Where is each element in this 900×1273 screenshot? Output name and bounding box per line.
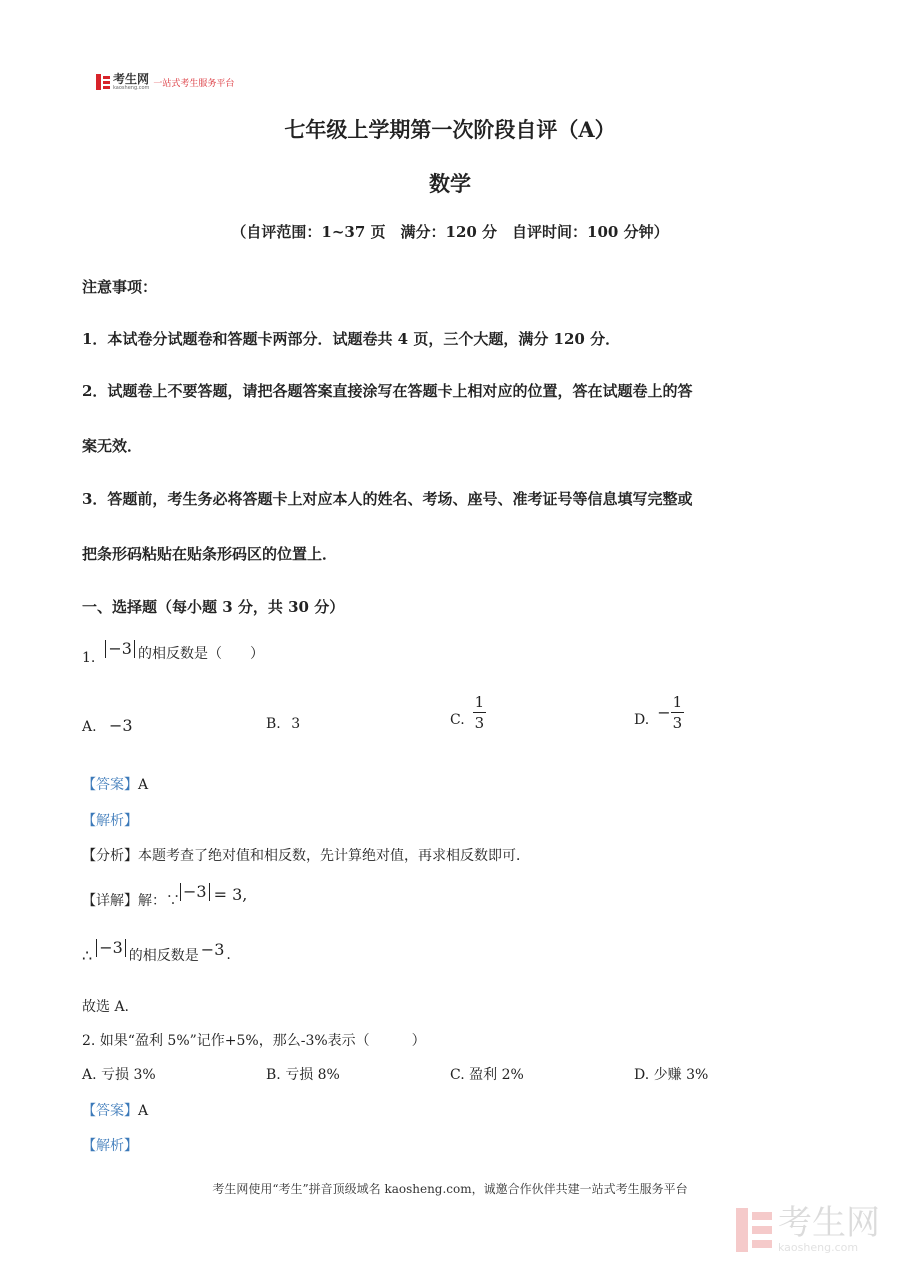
q1-fenxi: 【分析】本题考查了绝对值和相反数，先计算绝对值，再求相反数即可．: [82, 848, 530, 864]
watermark-logo: [736, 1205, 880, 1254]
notes-heading: 注意事项：: [82, 278, 158, 296]
q1-choose: 故选 A.: [82, 999, 130, 1015]
q1-number: 1.: [82, 650, 96, 666]
q2-option-a: A. 亏损 3%: [82, 1067, 156, 1083]
q1-option-b: B. 3: [266, 716, 301, 732]
logo-name: 考生网: [113, 72, 150, 86]
site-logo: [96, 72, 234, 92]
q2-answer: 【答案】A: [82, 1103, 149, 1119]
note-1: 1．本试卷分试题卷和答题卡两部分．试题卷共 4 页，三个大题，满分 120 分．: [82, 330, 621, 348]
note-3b: 把条形码粘贴在贴条形码区的位置上．: [82, 545, 338, 563]
q1-conclusion: ∴ −3 的相反数是 −3 .: [82, 937, 231, 965]
q2-analysis-tag: 【解析】: [82, 1138, 138, 1154]
question-1-stem: [82, 640, 264, 666]
q1-stem-text: 的相反数是（ ）: [137, 646, 264, 662]
q2-option-b: B. 亏损 8%: [266, 1067, 340, 1083]
q1-analysis-tag: 【解析】: [82, 813, 138, 829]
q2-option-c: C. 盈利 2%: [450, 1067, 524, 1083]
watermark-name: 考生网: [778, 1203, 880, 1243]
note-2b: 案无效．: [82, 437, 143, 455]
q1-answer: 【答案】A: [82, 777, 149, 793]
page-footer: 考生网使用“考生”拼音顶级域名 kaosheng.com，诚邀合作伙伴共建一站式考生服务平台: [212, 1182, 688, 1196]
note-2a: 2．试题卷上不要答题，请把各题答案直接涂写在答题卡上相对应的位置，答在试题卷上的答: [82, 382, 693, 400]
q1-xiangjie: 【详解】 解：∵ −3 = 3,: [82, 882, 248, 909]
q1-option-c: C. $\frac{1}{3}$: [450, 693, 485, 732]
q2-option-d: D. 少赚 3%: [634, 1067, 709, 1083]
exam-scope: （自评范围：1~37 页 满分：120 分 自评时间：100 分钟）: [231, 223, 669, 241]
watermark-domain: kaosheng.com: [778, 1241, 859, 1254]
question-2-stem: 2. 如果“盈利 5%”记作+5%，那么-3%表示（ ）: [82, 1033, 426, 1049]
watermark-icon: [736, 1208, 772, 1252]
logo-domain: kaosheng.com: [113, 85, 150, 91]
q1-option-a: A. −3: [82, 716, 133, 735]
logo-slogan: 一站式考生服务平台: [153, 78, 235, 89]
q1-c-fraction: $\frac{1}{3}$: [474, 693, 485, 732]
exam-title: 七年级上学期第一次阶段自评（A）: [284, 117, 616, 142]
q1-abs-value: −3: [105, 640, 135, 658]
subject-title: 数学: [429, 171, 471, 196]
logo-icon: [96, 74, 110, 90]
note-3a: 3．答题前，考生务必将答题卡上对应本人的姓名、考场、座号、准考证号等信息填写完整或: [82, 490, 693, 508]
section-1-heading: 一、选择题（每小题 3 分，共 30 分）: [82, 598, 345, 616]
q1-d-fraction: $\frac{1}{3}$: [672, 693, 683, 732]
q1-option-d: D. − $\frac{1}{3}$: [634, 693, 683, 732]
